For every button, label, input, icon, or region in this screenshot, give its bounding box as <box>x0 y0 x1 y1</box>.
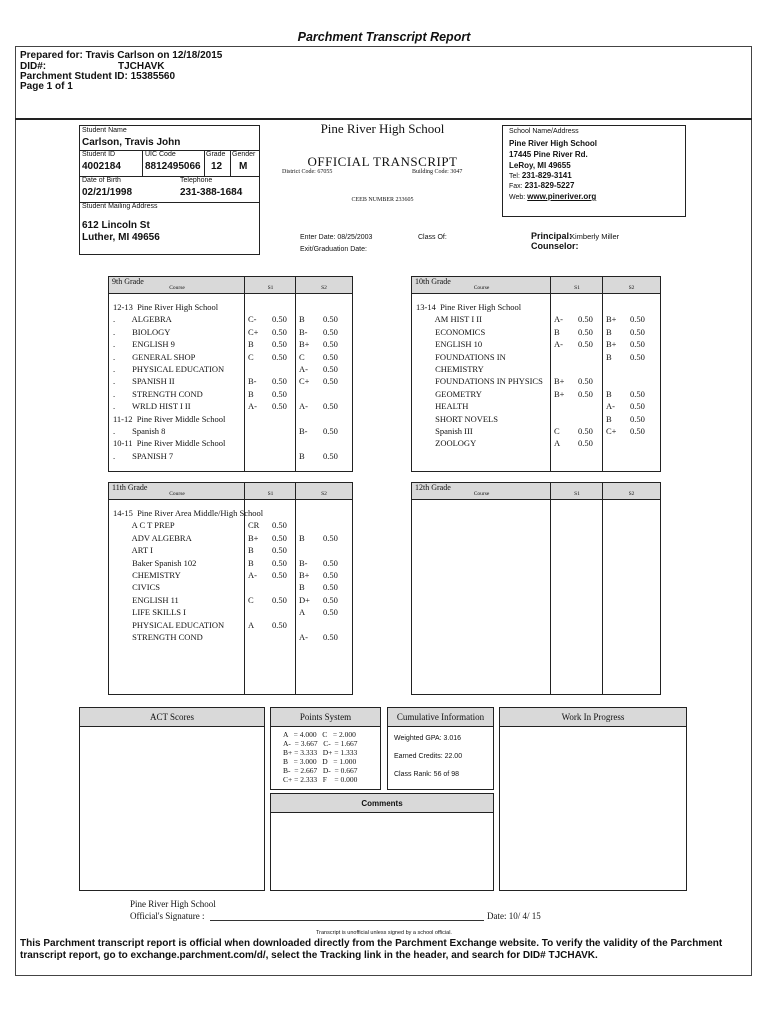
course-row <box>412 388 660 400</box>
did-label: DID#: <box>20 61 47 72</box>
points-row: A = 4.000 C = 2.000 <box>283 730 356 739</box>
school-address-label: School Name/Address <box>509 128 579 135</box>
grade11-col-course: Course <box>169 491 185 497</box>
points-row: C+ = 2.333 F = 0.000 <box>283 775 358 784</box>
course-name: ECONOMICS <box>416 326 486 337</box>
s2-grade: B- <box>299 326 308 337</box>
course-row <box>412 363 660 375</box>
course-name: . SPANISH II <box>113 376 175 387</box>
tel-value: 231-829-3141 <box>521 171 572 180</box>
course-name: 10-11 Pine River Middle School <box>113 438 226 449</box>
s1-grade: C- <box>248 314 257 325</box>
course-name: . STRENGTH COND <box>113 388 203 399</box>
s1-credit: 0.50 <box>272 351 287 362</box>
s2-grade: B <box>606 326 612 337</box>
grade10-col-course: Course <box>473 285 490 291</box>
s2-credit: 0.50 <box>323 582 338 593</box>
s2-credit: 0.50 <box>323 607 338 618</box>
address-line-1: 612 Lincoln St <box>82 220 150 231</box>
grade9-col-course: Course <box>169 285 185 291</box>
signature-date: Date: 10/ 4/ 15 <box>487 911 541 921</box>
student-id: 4002184 <box>82 161 121 172</box>
exit-graduation-date: Exit/Graduation Date: <box>300 246 367 253</box>
s1-grade: B+ <box>248 532 259 543</box>
s2-grade: C+ <box>606 426 617 436</box>
parchment-student-id: Parchment Student ID: 15385560 <box>20 71 176 82</box>
web-label: Web: <box>509 194 526 201</box>
s1-credit: 0.50 <box>272 376 287 387</box>
s1-grade: A- <box>554 314 563 325</box>
s2-credit: 0.50 <box>630 426 645 436</box>
grade9-header <box>109 277 352 294</box>
course-row <box>109 606 352 618</box>
act-scores-box <box>79 707 265 891</box>
s1-credit: 0.50 <box>272 570 287 580</box>
grade11-title: 11th Grade <box>112 483 148 492</box>
course-row <box>109 581 352 593</box>
s2-grade: A- <box>299 401 308 412</box>
course-name: . SPANISH 7 <box>113 450 174 461</box>
s1-grade: C <box>248 351 254 362</box>
points-system-header: Points System <box>271 708 380 727</box>
school-address-box <box>502 125 686 217</box>
course-row <box>109 544 352 556</box>
report-title: Parchment Transcript Report <box>297 30 471 44</box>
s1-grade: A- <box>554 339 563 350</box>
course-row <box>109 313 352 325</box>
s1-grade: A- <box>248 570 257 580</box>
s1-grade: B <box>248 545 254 556</box>
course-row <box>109 425 352 437</box>
grade-12-box <box>411 482 661 695</box>
s2-credit: 0.50 <box>323 314 338 325</box>
grade11-header <box>109 483 352 500</box>
work-in-progress-box <box>499 707 687 891</box>
grade12-title: 12th Grade <box>415 483 451 492</box>
s1-credit: 0.50 <box>578 314 593 325</box>
course-name: CHEMISTRY <box>113 570 181 580</box>
points-system-box <box>270 707 381 790</box>
course-name: ZOOLOGY <box>416 438 477 449</box>
grade12-header <box>412 483 660 500</box>
s2-grade: B+ <box>606 314 617 325</box>
s1-grade: B- <box>248 376 257 387</box>
comments-box <box>270 793 494 891</box>
course-row <box>109 388 352 400</box>
s2-credit: 0.50 <box>630 326 645 337</box>
points-row: B+ = 3.333 D+ = 1.333 <box>283 748 358 757</box>
course-row <box>109 519 352 531</box>
s1-credit: 0.50 <box>272 545 287 556</box>
s2-credit: 0.50 <box>630 401 645 412</box>
s2-credit: 0.50 <box>630 351 645 362</box>
course-row <box>109 557 352 569</box>
s1-credit: 0.50 <box>578 326 593 337</box>
s1-credit: 0.50 <box>272 594 287 605</box>
s2-credit: 0.50 <box>323 557 338 568</box>
s2-grade: B+ <box>299 570 310 580</box>
course-name: Spanish III <box>416 426 473 436</box>
unofficial-note: Transcript is unofficial unless signed by a school official. <box>316 930 452 936</box>
course-row <box>109 413 352 425</box>
s1-grade: C+ <box>248 326 259 337</box>
uic-code-label: UIC Code <box>145 151 176 158</box>
s1-credit: 0.50 <box>578 426 593 436</box>
course-name: ENGLISH 10 <box>416 339 483 350</box>
prepared-for: Prepared for: Travis Carlson on 12/18/2015 <box>20 50 223 61</box>
s2-grade: D+ <box>299 594 310 605</box>
s2-credit: 0.50 <box>323 632 338 642</box>
s2-grade: C+ <box>299 376 310 387</box>
s1-credit: 0.50 <box>272 388 287 399</box>
course-name: SHORT NOVELS <box>416 413 498 424</box>
course-name: . Spanish 8 <box>113 426 166 436</box>
course-row <box>412 313 660 325</box>
s1-credit: 0.50 <box>272 532 287 543</box>
course-name: STRENGTH COND <box>113 632 203 642</box>
course-name: 13-14 Pine River High School <box>416 302 522 312</box>
building-code: Building Code: 3047 <box>412 169 463 175</box>
course-row <box>109 363 352 375</box>
s1-credit: 0.50 <box>272 520 287 531</box>
course-name: FOUNDATIONS IN <box>416 351 506 362</box>
course-name: . BIOLOGY <box>113 326 171 337</box>
district-code: District Code: 67055 <box>282 169 333 175</box>
course-row <box>109 400 352 412</box>
course-row <box>109 326 352 338</box>
course-row <box>412 351 660 363</box>
signature-line <box>210 920 484 921</box>
s1-credit: 0.50 <box>578 339 593 350</box>
grade9-title: 9th Grade <box>112 277 144 286</box>
s1-grade: A <box>554 438 561 449</box>
gender-value: M <box>239 161 248 172</box>
weighted-gpa: Weighted GPA: 3.016 <box>394 735 462 742</box>
s1-grade: B+ <box>554 388 565 399</box>
course-row <box>412 425 660 437</box>
course-name: CHEMISTRY <box>416 364 484 374</box>
web-link[interactable]: www.pineriver.org <box>527 192 597 201</box>
telephone-value: 231-388-1684 <box>180 187 243 198</box>
course-row <box>109 437 352 449</box>
s2-credit: 0.50 <box>323 351 338 362</box>
course-row <box>109 569 352 581</box>
course-name: 12-13 Pine River High School <box>113 302 219 312</box>
earned-credits: Earned Credits: 22.00 <box>394 753 463 760</box>
s1-grade: A <box>248 619 255 630</box>
official-transcript-title: OFFICIAL TRANSCRIPT <box>307 154 458 169</box>
grade10-col-s1: S1 <box>574 285 580 291</box>
s1-credit: 0.50 <box>272 401 287 412</box>
s1-credit: 0.50 <box>272 326 287 337</box>
s1-credit: 0.50 <box>272 339 287 350</box>
s1-grade: C <box>248 594 254 605</box>
class-rank: Class Rank: 56 of 98 <box>394 771 459 778</box>
s2-grade: B+ <box>299 339 310 350</box>
s2-grade: B+ <box>606 339 617 350</box>
telephone-label: Telephone <box>180 177 213 184</box>
s2-credit: 0.50 <box>323 339 338 350</box>
fax-label: Fax: <box>509 183 523 190</box>
course-name: PHYSICAL EDUCATION <box>113 619 225 630</box>
grade11-col-s2: S2 <box>321 491 327 497</box>
grade12-col-course: Course <box>473 491 490 497</box>
course-row <box>109 631 352 643</box>
course-name: CIVICS <box>113 582 160 593</box>
course-row <box>109 594 352 606</box>
s2-credit: 0.50 <box>323 426 338 436</box>
course-row <box>412 301 660 313</box>
s2-credit: 0.50 <box>323 401 338 412</box>
course-row <box>412 375 660 387</box>
mailing-address-label: Student Mailing Address <box>82 203 158 210</box>
course-name: . ENGLISH 9 <box>113 339 175 350</box>
course-name: . GENERAL SHOP <box>113 351 196 362</box>
signature-label: Official's Signature : <box>130 911 205 921</box>
s2-credit: 0.50 <box>323 532 338 543</box>
s2-grade: A- <box>299 632 308 642</box>
course-name: HEALTH <box>416 401 469 412</box>
school-address-name: Pine River High School <box>509 139 598 148</box>
s2-credit: 0.50 <box>323 326 338 337</box>
grade10-col-s2: S2 <box>628 285 635 291</box>
s2-credit: 0.50 <box>323 570 338 580</box>
grade-10-box <box>411 276 661 472</box>
grade9-col-s1: S1 <box>267 285 274 291</box>
s1-grade: B <box>554 326 560 337</box>
page-number: Page 1 of 1 <box>20 81 73 92</box>
course-row <box>412 400 660 412</box>
counselor-label: Counselor: <box>531 241 579 251</box>
uic-code: 8812495066 <box>145 161 201 172</box>
course-row <box>109 532 352 544</box>
course-row <box>109 507 352 519</box>
address-line-2: Luther, MI 49656 <box>82 232 160 243</box>
s2-grade: C <box>299 351 305 362</box>
course-row <box>109 338 352 350</box>
course-name: GEOMETRY <box>416 388 482 399</box>
s2-grade: B <box>299 532 305 543</box>
principal-name: Kimberly Miller <box>570 232 620 241</box>
s2-grade: B <box>606 351 612 362</box>
course-name: AM HIST I II <box>416 314 482 325</box>
student-info-box <box>79 125 260 255</box>
course-name: LIFE SKILLS I <box>113 607 186 618</box>
points-row: A- = 3.667 C- = 1.667 <box>283 739 358 748</box>
course-name: . WRLD HIST I II <box>113 401 191 412</box>
course-row <box>109 351 352 363</box>
course-name: ADV ALGEBRA <box>113 532 192 543</box>
s2-credit: 0.50 <box>323 376 338 387</box>
grade12-col-s1: S1 <box>574 491 580 497</box>
course-row <box>109 450 352 462</box>
s1-credit: 0.50 <box>578 388 593 399</box>
student-name-label: Student Name <box>82 127 127 134</box>
points-row: B = 3.000 D = 1.000 <box>283 757 357 766</box>
s1-credit: 0.50 <box>578 438 593 449</box>
s2-credit: 0.50 <box>630 339 645 350</box>
header-divider <box>15 118 752 120</box>
course-row <box>109 619 352 631</box>
s1-credit: 0.50 <box>272 557 287 568</box>
s2-credit: 0.50 <box>630 314 645 325</box>
s2-grade: B <box>299 450 305 461</box>
class-of: Class Of: <box>418 234 447 241</box>
course-name: 14-15 Pine River Area Middle/High School <box>113 508 264 518</box>
grade10-title: 10th Grade <box>415 277 451 286</box>
student-id-label: Student ID <box>82 151 116 158</box>
dob-label: Date of Birth <box>82 177 121 184</box>
dob-value: 02/21/1998 <box>82 187 133 198</box>
s1-grade: C <box>554 426 560 436</box>
course-name: A C T PREP <box>113 520 175 531</box>
course-name: FOUNDATIONS IN PHYSICS <box>416 376 543 387</box>
s2-grade: B <box>299 314 305 325</box>
s2-grade: A- <box>606 401 615 412</box>
course-name: . ALGEBRA <box>113 314 172 325</box>
s2-credit: 0.50 <box>323 594 338 605</box>
principal-label: Principal: <box>531 231 573 241</box>
course-name: . PHYSICAL EDUCATION <box>113 364 225 374</box>
course-row <box>412 326 660 338</box>
s2-credit: 0.50 <box>323 450 338 461</box>
s2-credit: 0.50 <box>323 364 338 374</box>
s2-grade: B- <box>299 426 308 436</box>
course-row <box>412 437 660 449</box>
course-name: ENGLISH 11 <box>113 594 179 605</box>
s2-grade: B <box>606 413 612 424</box>
points-system-table <box>271 727 380 784</box>
school-address-city: LeRoy, MI 49655 <box>509 161 571 170</box>
course-name: Baker Spanish 102 <box>113 557 197 568</box>
cumulative-info-box <box>387 707 494 790</box>
s1-credit: 0.50 <box>578 376 593 387</box>
s1-grade: CR <box>248 520 260 531</box>
s2-grade: A <box>299 607 306 618</box>
s2-grade: B <box>606 388 612 399</box>
student-name: Carlson, Travis John <box>82 137 181 148</box>
signature-school: Pine River High School <box>130 899 216 909</box>
grade10-header <box>412 277 660 294</box>
s1-grade: B+ <box>554 376 565 387</box>
school-address-street: 17445 Pine River Rd. <box>509 150 588 159</box>
course-row <box>109 301 352 313</box>
course-row <box>109 375 352 387</box>
s1-grade: A- <box>248 401 257 412</box>
s1-credit: 0.50 <box>272 314 287 325</box>
comments-header: Comments <box>271 794 493 813</box>
grade9-col-s2: S2 <box>321 285 327 291</box>
gender-label: Gender <box>232 151 256 158</box>
s2-grade: B <box>299 582 305 593</box>
s2-grade: B- <box>299 557 308 568</box>
grade11-col-s1: S1 <box>267 491 274 497</box>
course-name: ART I <box>113 545 153 556</box>
grade-value: 12 <box>211 161 223 172</box>
s2-credit: 0.50 <box>630 388 645 399</box>
school-name: Pine River High School <box>320 121 445 136</box>
s1-grade: B <box>248 388 254 399</box>
course-row <box>412 413 660 425</box>
footer-verification-text: This Parchment transcript report is official when downloaded directly from the Parchment Exchange website. To verify the validity of the Parchment transcript report, go to exchange.parchment.com/d/, select the Tracking link in the header, and search for DID# TJCHAVK. <box>20 938 723 961</box>
did-value: TJCHAVK <box>118 61 165 72</box>
grade-label: Grade <box>206 151 226 158</box>
s1-credit: 0.50 <box>272 619 287 630</box>
s2-grade: A- <box>299 364 308 374</box>
cumulative-info-header: Cumulative Information <box>388 708 493 727</box>
grade-11-box <box>108 482 353 695</box>
act-scores-header: ACT Scores <box>80 708 264 727</box>
grade-9-box <box>108 276 353 472</box>
s1-grade: B <box>248 557 254 568</box>
fax-value: 231-829-5227 <box>524 181 575 190</box>
work-in-progress-header: Work In Progress <box>500 708 686 727</box>
points-row: B- = 2.667 D- = 0.667 <box>283 766 358 775</box>
course-name: 11-12 Pine River Middle School <box>113 413 226 424</box>
s1-grade: B <box>248 339 254 350</box>
s2-credit: 0.50 <box>630 413 645 424</box>
grade12-col-s2: S2 <box>628 491 635 497</box>
course-row <box>412 338 660 350</box>
tel-label: Tel: <box>509 173 520 180</box>
ceeb-number: CEEB NUMBER 233605 <box>351 197 414 203</box>
enter-date: Enter Date: 08/25/2003 <box>300 234 373 241</box>
